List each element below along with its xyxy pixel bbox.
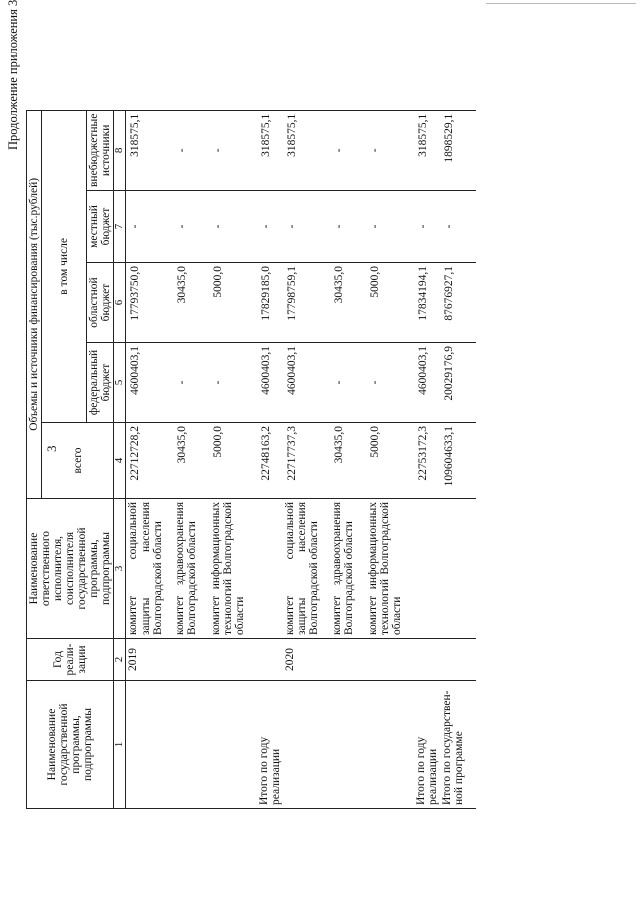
cell-regional: 30435,0 [330, 263, 366, 343]
table-row [209, 110, 257, 808]
cell-total: 22717737,3 [283, 423, 330, 499]
cell-local: - [366, 191, 414, 263]
cell-total: 22712728,2 [126, 423, 173, 499]
cell-total: 5000,0 [366, 423, 414, 499]
cell-local: - [126, 191, 173, 263]
cell-local: - [173, 191, 209, 263]
cell-executor: комитет информационных технологий Волгоградской области [209, 499, 257, 639]
cell-program-name [366, 681, 414, 809]
table-row [283, 110, 330, 808]
cell-local: - [330, 191, 366, 263]
header-row-1 [27, 110, 42, 808]
cell-extra: 318575,1 [126, 110, 173, 190]
cell-extra: 1898529,1 [440, 110, 476, 190]
cell-year [257, 639, 283, 681]
column-number-row [114, 110, 126, 808]
cell-program-name [173, 681, 209, 809]
cell-extra: - [209, 110, 257, 190]
cell-executor [440, 499, 476, 639]
table-row-subtotal [414, 110, 440, 808]
cell-extra: - [173, 110, 209, 190]
header-regional: областной бюджет [87, 263, 114, 343]
header-total: всего [42, 423, 114, 499]
cell-year [440, 639, 476, 681]
cell-local: - [440, 191, 476, 263]
cell-federal: 4600403,1 [283, 343, 330, 423]
col-number: 6 [114, 263, 126, 343]
funding-table [26, 110, 476, 809]
col-number: 2 [114, 639, 126, 681]
cell-federal: 20029176,9 [440, 343, 476, 423]
cell-federal: - [173, 343, 209, 423]
cell-regional: 17829185,0 [257, 263, 283, 343]
cell-program-name: Итого по году реализации [257, 681, 283, 809]
table-row [173, 110, 209, 808]
cell-year: 2019 [126, 639, 173, 681]
table-row-grand-total [440, 110, 476, 808]
table-row [366, 110, 414, 808]
cell-total: 30435,0 [330, 423, 366, 499]
cell-executor [414, 499, 440, 639]
cell-federal: - [209, 343, 257, 423]
cell-extra: 318575,1 [414, 110, 440, 190]
cell-year [330, 639, 366, 681]
cell-executor: комитет социальной защиты населения Волгоградской области [126, 499, 173, 639]
cell-total: 109604633,1 [440, 423, 476, 499]
cell-regional: 17834194,1 [414, 263, 440, 343]
col-number: 8 [114, 110, 126, 190]
cell-federal: - [366, 343, 414, 423]
cell-regional: 17793750,0 [126, 263, 173, 343]
cell-program-name [283, 681, 330, 809]
col-number: 4 [114, 423, 126, 499]
cell-executor: комитет здравоохранения Волгоградской области [173, 499, 209, 639]
cell-executor: комитет социальной защиты населения Волгоградской области [283, 499, 330, 639]
cell-local: - [283, 191, 330, 263]
header-local: местный бюджет [87, 191, 114, 263]
header-year: Год реали-зации [27, 639, 114, 681]
appendix-caption: Продолжение приложения 3 [6, 0, 20, 150]
cell-executor: комитет здравоохранения Волгоградской области [330, 499, 366, 639]
cell-year [173, 639, 209, 681]
cell-year [209, 639, 257, 681]
cell-federal: 4600403,1 [126, 343, 173, 423]
cell-executor [257, 499, 283, 639]
col-number: 5 [114, 343, 126, 423]
cell-regional: 5000,0 [366, 263, 414, 343]
cell-year [366, 639, 414, 681]
col-number: 3 [114, 499, 126, 639]
header-executor: Наименование ответственного исполнителя, соисполнителя государственной программы, подпрограммы [27, 499, 114, 639]
cell-program-name [209, 681, 257, 809]
table-row [126, 110, 173, 808]
col-number: 7 [114, 191, 126, 263]
header-funding-group: Объемы и источники финансирования (тыс.рублей) [27, 110, 42, 498]
cell-federal: 4600403,1 [414, 343, 440, 423]
cell-total: 22753172,3 [414, 423, 440, 499]
cell-regional: 17798759,1 [283, 263, 330, 343]
cell-year: 2020 [283, 639, 330, 681]
header-extra: внебюджетные источники [87, 110, 114, 190]
cell-extra: 318575,1 [257, 110, 283, 190]
header-program-name: Наименование государственной программы, подпрограммы [27, 681, 114, 809]
cell-federal: 4600403,1 [257, 343, 283, 423]
cell-regional: 87676927,1 [440, 263, 476, 343]
cell-regional: 30435,0 [173, 263, 209, 343]
cell-total: 5000,0 [209, 423, 257, 499]
cell-program-name [126, 681, 173, 809]
header-federal: федеральный бюджет [87, 343, 114, 423]
cell-total: 30435,0 [173, 423, 209, 499]
cell-total: 22748163,2 [257, 423, 283, 499]
header-including: в том числе [42, 110, 87, 422]
col-number: 1 [114, 681, 126, 809]
table-row-subtotal [257, 110, 283, 808]
cell-federal: - [330, 343, 366, 423]
page-number: 3 [44, 445, 59, 452]
cell-year [414, 639, 440, 681]
cell-executor: комитет информационных технологий Волгоградской области [366, 499, 414, 639]
cell-program-name [330, 681, 366, 809]
cell-program-name: Итого по году реализации [414, 681, 440, 809]
cell-extra: - [330, 110, 366, 190]
cell-local: - [257, 191, 283, 263]
cell-local: - [209, 191, 257, 263]
cell-extra: 318575,1 [283, 110, 330, 190]
table-row [330, 110, 366, 808]
cell-extra: - [366, 110, 414, 190]
cell-regional: 5000,0 [209, 263, 257, 343]
cell-program-name: Итого по государствен-ной программе [440, 681, 476, 809]
cell-local: - [414, 191, 440, 263]
